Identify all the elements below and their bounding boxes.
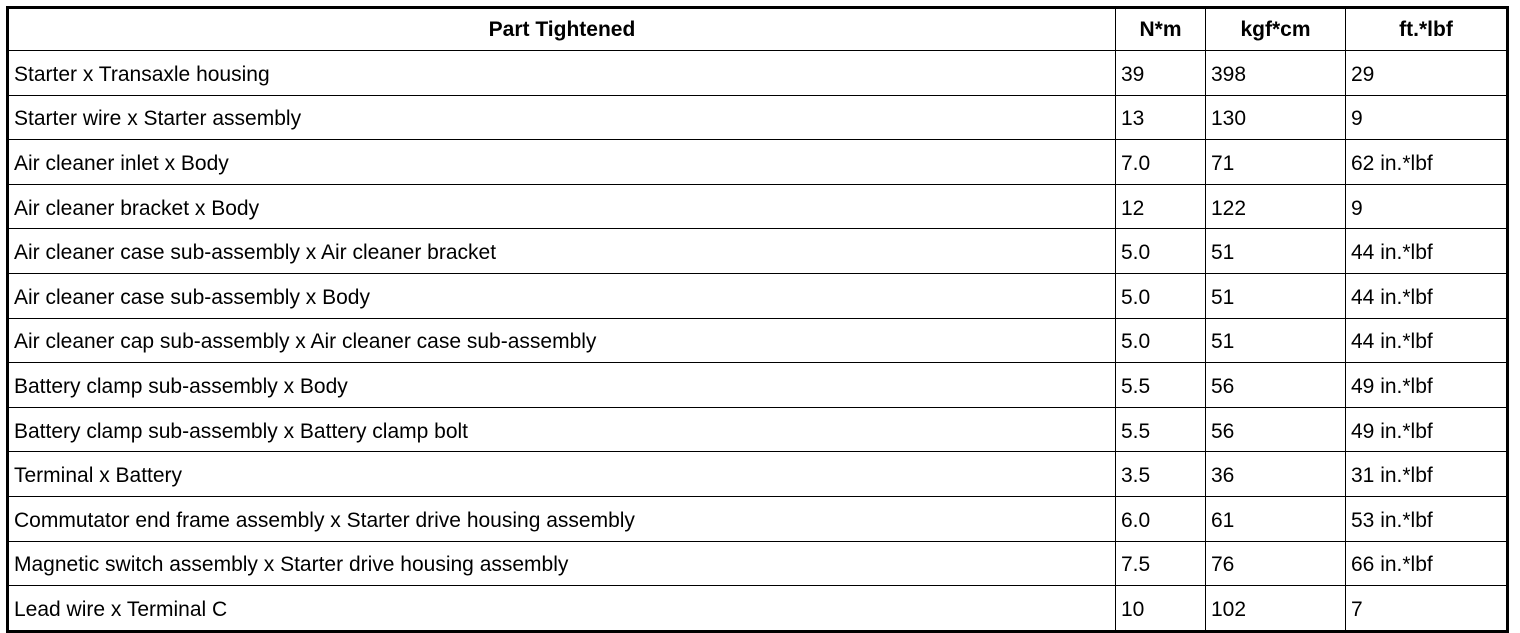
cell-part: Battery clamp sub-assembly x Body xyxy=(8,363,1116,408)
cell-ft-lbf: 62 in.*lbf xyxy=(1346,140,1508,185)
torque-table-container xyxy=(6,6,1506,633)
cell-ft-lbf: 9 xyxy=(1346,184,1508,229)
cell-ft-lbf: 66 in.*lbf xyxy=(1346,541,1508,586)
cell-part: Air cleaner case sub-assembly x Body xyxy=(8,273,1116,318)
cell-ft-lbf: 49 in.*lbf xyxy=(1346,363,1508,408)
cell-part: Air cleaner bracket x Body xyxy=(8,184,1116,229)
table-row xyxy=(8,541,1508,586)
header-nm: N*m xyxy=(1116,8,1206,51)
cell-ft-lbf: 53 in.*lbf xyxy=(1346,496,1508,541)
cell-kgf-cm: 398 xyxy=(1206,51,1346,96)
cell-kgf-cm: 122 xyxy=(1206,184,1346,229)
cell-nm: 5.0 xyxy=(1116,318,1206,363)
cell-part: Battery clamp sub-assembly x Battery clamp bolt xyxy=(8,407,1116,452)
table-row xyxy=(8,184,1508,229)
cell-ft-lbf: 44 in.*lbf xyxy=(1346,273,1508,318)
cell-nm: 7.5 xyxy=(1116,541,1206,586)
cell-part: Lead wire x Terminal C xyxy=(8,586,1116,632)
table-row xyxy=(8,363,1508,408)
table-row xyxy=(8,318,1508,363)
table-header-row xyxy=(8,8,1508,51)
cell-kgf-cm: 56 xyxy=(1206,363,1346,408)
cell-part: Magnetic switch assembly x Starter drive housing assembly xyxy=(8,541,1116,586)
cell-part: Terminal x Battery xyxy=(8,452,1116,497)
table-row xyxy=(8,496,1508,541)
table-row xyxy=(8,407,1508,452)
cell-ft-lbf: 31 in.*lbf xyxy=(1346,452,1508,497)
cell-kgf-cm: 36 xyxy=(1206,452,1346,497)
cell-nm: 5.5 xyxy=(1116,363,1206,408)
cell-nm: 13 xyxy=(1116,95,1206,140)
cell-part: Starter x Transaxle housing xyxy=(8,51,1116,96)
cell-ft-lbf: 44 in.*lbf xyxy=(1346,318,1508,363)
cell-part: Commutator end frame assembly x Starter drive housing assembly xyxy=(8,496,1116,541)
table-row xyxy=(8,273,1508,318)
cell-kgf-cm: 76 xyxy=(1206,541,1346,586)
cell-kgf-cm: 61 xyxy=(1206,496,1346,541)
cell-part: Air cleaner case sub-assembly x Air cleaner bracket xyxy=(8,229,1116,274)
cell-kgf-cm: 130 xyxy=(1206,95,1346,140)
header-part-tightened: Part Tightened xyxy=(8,8,1116,51)
cell-nm: 7.0 xyxy=(1116,140,1206,185)
cell-kgf-cm: 51 xyxy=(1206,318,1346,363)
cell-ft-lbf: 44 in.*lbf xyxy=(1346,229,1508,274)
table-row xyxy=(8,586,1508,632)
cell-kgf-cm: 71 xyxy=(1206,140,1346,185)
table-row xyxy=(8,229,1508,274)
cell-kgf-cm: 51 xyxy=(1206,273,1346,318)
cell-kgf-cm: 56 xyxy=(1206,407,1346,452)
cell-kgf-cm: 102 xyxy=(1206,586,1346,632)
cell-nm: 5.5 xyxy=(1116,407,1206,452)
cell-nm: 5.0 xyxy=(1116,229,1206,274)
cell-nm: 5.0 xyxy=(1116,273,1206,318)
header-kgf-cm: kgf*cm xyxy=(1206,8,1346,51)
cell-kgf-cm: 51 xyxy=(1206,229,1346,274)
header-ft-lbf: ft.*lbf xyxy=(1346,8,1508,51)
cell-nm: 10 xyxy=(1116,586,1206,632)
table-row xyxy=(8,95,1508,140)
cell-ft-lbf: 29 xyxy=(1346,51,1508,96)
cell-nm: 6.0 xyxy=(1116,496,1206,541)
table-row xyxy=(8,452,1508,497)
cell-ft-lbf: 7 xyxy=(1346,586,1508,632)
torque-spec-table xyxy=(6,6,1509,633)
table-row xyxy=(8,140,1508,185)
cell-ft-lbf: 9 xyxy=(1346,95,1508,140)
cell-nm: 12 xyxy=(1116,184,1206,229)
cell-part: Starter wire x Starter assembly xyxy=(8,95,1116,140)
cell-part: Air cleaner cap sub-assembly x Air cleaner case sub-assembly xyxy=(8,318,1116,363)
cell-part: Air cleaner inlet x Body xyxy=(8,140,1116,185)
cell-nm: 39 xyxy=(1116,51,1206,96)
cell-ft-lbf: 49 in.*lbf xyxy=(1346,407,1508,452)
cell-nm: 3.5 xyxy=(1116,452,1206,497)
table-row xyxy=(8,51,1508,96)
